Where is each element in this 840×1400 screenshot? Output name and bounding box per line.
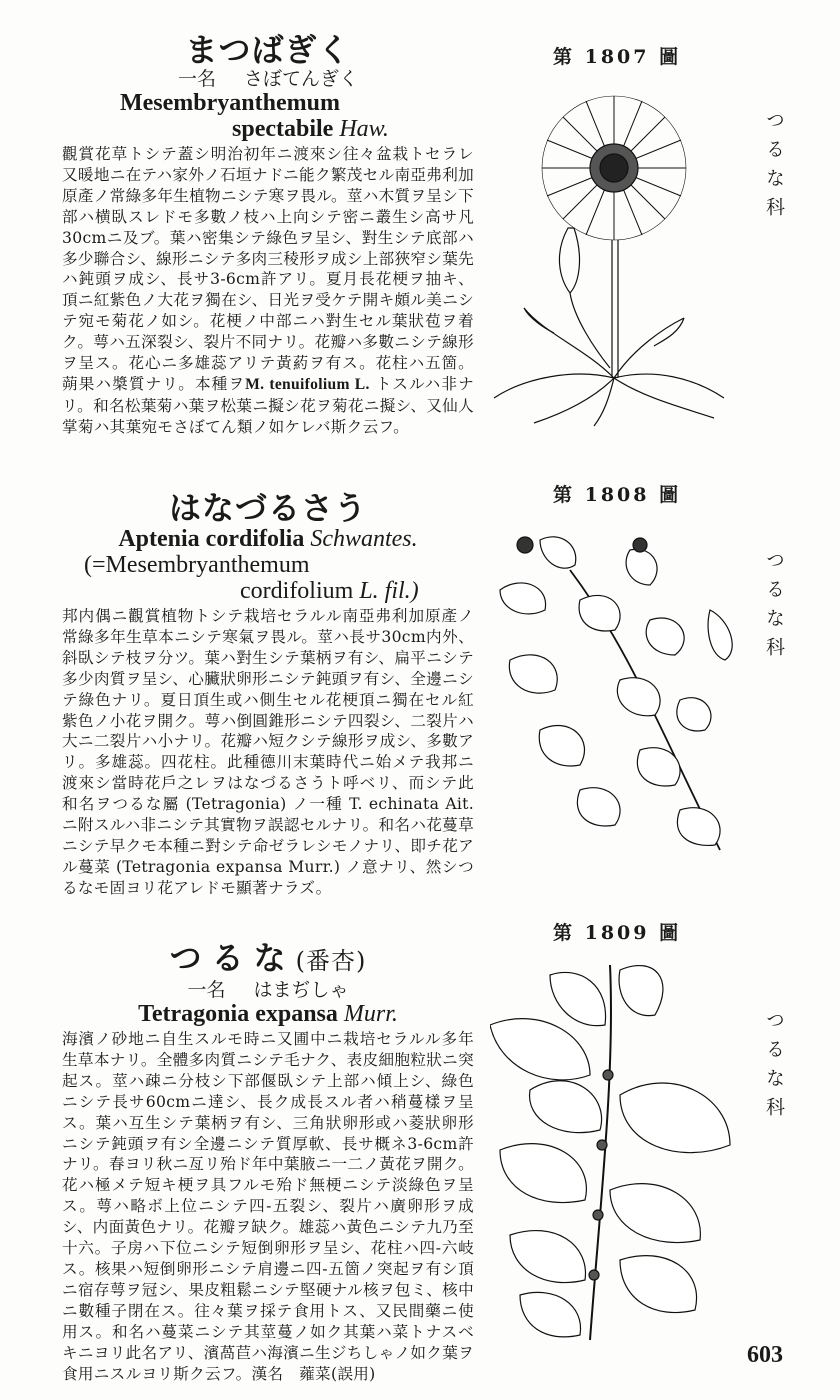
entry-tsuruna <box>62 940 474 1384</box>
scientific-name-line1 <box>62 1001 474 1027</box>
entry-body: 海濱ノ砂地ニ自生スルモ時ニ又圃中ニ栽培セラルル多年生草本ナリ。全體多肉質ニシテ毛ナク、表皮細胞粒狀ニ突起ス。莖ハ疎ニ分枝シ下部偃臥シテ上部ハ傾上シ、綠色ニシテ長サ60cmニ達シ、長ク成長スル者ハ稍蔓樣ヲ呈ス。葉ハ互生シテ葉柄ヲ有シ、三角狀卵形或ハ菱狀卵形ニシテ鈍頭ヲ有シ全邊ニシテ質厚軟、長サ概ネ3-6cm許ナリ。春ヨリ秋ニ亙リ殆ド年中葉腋ニ一二ノ黃花ヲ開ク。花ハ極メテ短キ梗ヲ具フルモ殆ド無梗ニシテ淡綠色ヲ呈ス。萼ハ略ボ上位ニシテ四-五裂シ、裂片ハ廣卵形ヲ成シ、内面黃色ナリ。花瓣ヲ缺ク。雄蕊ハ黃色ニシテ九乃至十六。子房ハ下位ニシテ短倒卵形ヲ呈シ、花柱ハ四-六岐ス。核果ハ短倒卵形ニシテ肩邊ニ四-五箇ノ突起ヲ有シ頂ニ宿存萼ヲ冠シ、果皮粗鬆ニシテ堅硬ナル核ヲ包ミ、核中ニ數種子閉在ス。往々葉ヲ採テ食用トス、又民間藥ニ使用ス。和名ハ蔓菜ニシテ其莖蔓ノ如ク其葉ハ菜トナスベキニヨリ此名アリ、濱萵苣ハ海濱ニ生ジちしゃノ如ク葉ヲ食用ニスルヨリ斯ク云フ。漢名 蕹菜(誤用) <box>62 1030 474 1383</box>
body-text: 觀賞花草トシテ蓋シ明治初年ニ渡來シ往々盆栽トセラレ又暖地ニ在テハ家外ノ石垣ナドニ能ク繁茂セル南亞弗利加原產ノ常綠多年生植物ニシテ寒ヲ畏ル。莖ハ木質ヲ呈シ下部ハ横臥スレドモ多數ノ枝ハ上向シテ密ニ叢生シ高サ凡30cmニ及ブ。葉ハ密集シテ綠色ヲ呈シ、對生シテ底部ハ多少聯合シ、線形ニシテ多肉三稜形ヲ成シ上部狹窄シ葉先ハ鈍頭ヲ成シ、長サ3-6cm許アリ。夏月長花梗ヲ抽キ、頂ニ紅紫色ノ大花ヲ獨在シ、日光ヲ受ケテ開キ頗ル美ニシテ宛モ菊花ノ如シ。花梗ノ中部ニハ對生セル葉狀苞ヲ着ク。萼ハ五深裂シ、裂片不同ナリ。花瓣ハ多數ニシテ線形ヲ呈ス。花心ニ多雄蕊アリテ黃葯ヲ有ス。花柱ハ五箇。蒴果ハ槳質ナリ。本種ヲ <box>62 145 475 393</box>
entry-title <box>62 940 474 979</box>
entry-hanazurusou <box>62 490 474 899</box>
alias-line <box>62 979 474 1001</box>
author: Schwantes. <box>310 526 418 552</box>
synonym-line2 <box>62 578 474 604</box>
alias-name: はまぢしゃ <box>253 979 349 1001</box>
figure-label-1807: 第 1807 圖 <box>553 46 682 68</box>
family-label: つるな科 <box>763 1010 785 1126</box>
alias-line <box>62 68 474 90</box>
page-number: 603 <box>747 1342 783 1368</box>
body-scientific-name: M. tenuifolium L. <box>245 375 370 393</box>
figure-label-1808: 第 1808 圖 <box>553 484 682 506</box>
alias-label: 一名 <box>187 979 226 1001</box>
synonym-epithet: cordifolium <box>240 578 354 604</box>
scientific-name-line1: Mesembryanthemum <box>120 90 340 116</box>
family-label: つるな科 <box>763 110 785 226</box>
species-epithet: spectabile <box>232 116 334 142</box>
illustration-flower-1807 <box>484 78 744 428</box>
illustration-aptenia-1808 <box>480 530 750 860</box>
synonym-author: L. fil.) <box>359 578 419 604</box>
illustration-tetragonia-1809 <box>490 955 750 1345</box>
entry-body: 邦内偶ニ觀賞植物トシテ栽培セラルル南亞弗利加原產ノ常綠多年生草本ニシテ寒氣ヲ畏ル。莖ハ長サ30cm内外、斜臥シテ枝ヲ分ツ。葉ハ對生シテ葉柄ヲ有シ、扁平ニシテ多少肉質ヲ呈シ、心臟狀卵形ニシテ鈍頭ヲ有シ、全邊ニシテ綠色ナリ。夏日頂生或ハ側生セル花梗頂ニ獨在セル紅紫色ノ小花ヲ開ク。萼ハ倒圓錐形ニシテ四裂シ、二裂片ハ大ニ二裂片ハ小ナリ。花瓣ハ短クシテ線形ヲ成シ、多數アリ。多雄蕊。四花柱。此種德川末葉時代ニ始メテ我邦ニ渡來シ當時花戶之レヲはなづるさうト呼ベリ、而シテ此和名ヲつるな屬 (Tetragonia) ノ一種 T. echinata Ait. ニ附スルハ非ニシテ其實物ヲ誤認セルナリ。和名ハ花蔓草ニシテ早クモ本種ニ對シテ命ゼラレシモノナリ、即チ花アル蔓菜 (Tetragonia expansa Murr.) ノ意ナリ、然シつるなモ固ヨリ花アレドモ顯著ナラズ。 <box>62 607 474 897</box>
scientific-name-line2 <box>62 116 474 142</box>
genus-species: Tetragonia expansa <box>138 1001 338 1027</box>
alias-label: 一名 <box>177 68 216 90</box>
title-kanji: (番杏) <box>295 947 367 975</box>
entry-title: まつばぎく <box>185 31 351 69</box>
author: Haw. <box>339 116 389 142</box>
entry-body <box>62 144 474 438</box>
alias-name: さぼてんぎく <box>244 68 359 90</box>
author: Murr. <box>343 1001 398 1027</box>
figure-label-1809: 第 1809 圖 <box>553 922 682 944</box>
family-label: つるな科 <box>763 550 785 666</box>
synonym-line1: (=Mesembryanthemum <box>84 552 310 578</box>
entry-title: はなづるさう <box>168 489 367 527</box>
scientific-name-line1 <box>62 526 474 552</box>
body-text-tail: トスルハ非ナリ。和名松葉菊ハ葉ヲ松葉ニ擬シ花ヲ菊花ニ擬シ、又仙人掌菊ハ其葉宛モさぼてん類ノ如ケレバ斯ク云フ。 <box>62 374 474 436</box>
title-kana: つるな <box>169 939 296 977</box>
genus-species: Aptenia cordifolia <box>118 526 305 552</box>
entry-matsubagiku <box>62 32 474 438</box>
